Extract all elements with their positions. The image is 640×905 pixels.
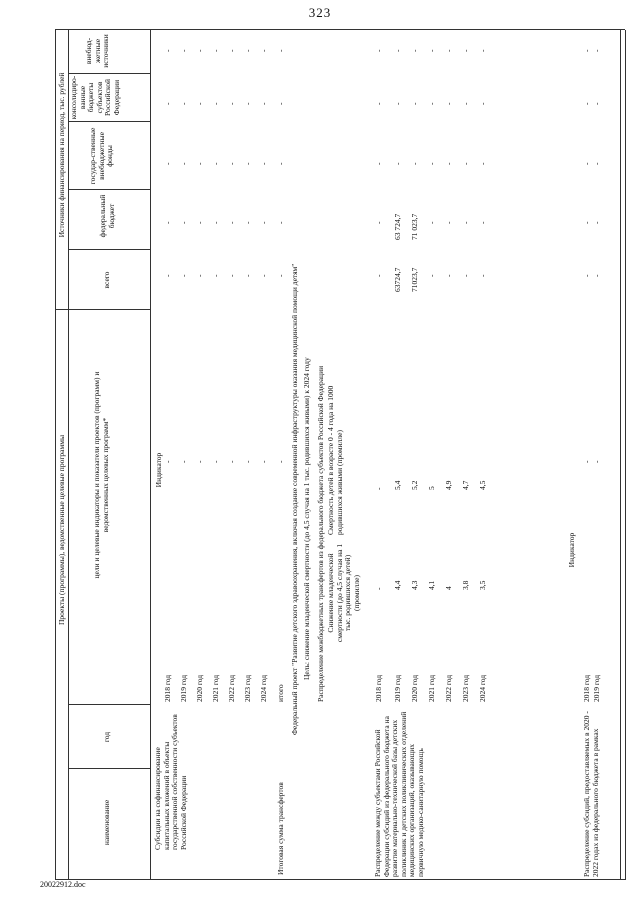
rotated-table	[55, 30, 625, 880]
federal-cell: -	[427, 221, 436, 224]
other-cell: -	[582, 49, 591, 52]
total-cell: -	[478, 274, 487, 277]
other-cell: -	[195, 49, 204, 52]
federal-cell: -	[259, 221, 268, 224]
section2-indicator-2: Смертность детей в возрасте 0 - 4 года на 1000 родившихся живыми (промилле)	[326, 385, 344, 535]
year-cell: 2023 год	[243, 674, 252, 702]
federal-cell: -	[243, 221, 252, 224]
state-funds-cell: -	[478, 162, 487, 165]
total-cell: -	[243, 274, 252, 277]
indicator-2-cell: 4,5	[478, 480, 487, 490]
footer-filename: 20022912.doc	[40, 880, 86, 889]
other-cell: -	[444, 49, 453, 52]
consolidated-cell: -	[163, 102, 172, 105]
year-cell: 2020 год	[410, 674, 419, 702]
indicator-1-cell: 4,3	[410, 580, 419, 590]
federal-cell: -	[195, 221, 204, 224]
section1-name: Субсидии на софинансирование капитальных вложений в объекты государственной собственности субъектов Российской Федерации	[153, 714, 188, 850]
state-funds-cell: -	[461, 162, 470, 165]
page-number: 323	[308, 5, 332, 20]
page-bottom-line	[620, 30, 621, 880]
year-cell: 2019 год	[393, 674, 402, 702]
state-funds-cell: -	[410, 162, 419, 165]
indicator-cell: -	[211, 460, 220, 463]
state-funds-cell: -	[427, 162, 436, 165]
consolidated-cell: -	[243, 102, 252, 105]
header-col-total: всего	[102, 271, 111, 289]
indicator-2-cell: 5,4	[393, 480, 402, 490]
year-cell: 2024 год	[259, 674, 268, 702]
year-cell: 2022 год	[227, 674, 236, 702]
federal-cell: -	[444, 221, 453, 224]
col-divider-federal	[68, 189, 150, 190]
year-cell: 2022 год	[444, 674, 453, 702]
consolidated-cell: -	[461, 102, 470, 105]
state-funds-cell: -	[374, 162, 383, 165]
indicator-cell: -	[195, 460, 204, 463]
consolidated-cell: -	[276, 102, 285, 105]
other-cell: -	[393, 49, 402, 52]
other-cell: -	[211, 49, 220, 52]
project-goal: Цель: снижение младенческой смертности (до 4,5 случая на 1 тыс. родившихся живыми) к 2024 году	[302, 357, 311, 680]
federal-cell: 71 023,7	[410, 213, 419, 240]
indicator-2-cell: 4,7	[461, 480, 470, 490]
header-col-name: наименование	[102, 799, 111, 846]
table-top-border	[55, 30, 56, 880]
state-funds-cell: -	[276, 162, 285, 165]
indicator-2-cell: 5	[427, 486, 436, 490]
other-cell: -	[259, 49, 268, 52]
indicator-1-cell: 3,5	[478, 580, 487, 590]
federal-cell: -	[179, 221, 188, 224]
indicator-1-cell: 4,1	[427, 580, 436, 590]
total-cell: -	[211, 274, 220, 277]
federal-cell: -	[461, 221, 470, 224]
indicator-cell: -	[582, 460, 591, 463]
total-cell: -	[427, 274, 436, 277]
year-cell: 2024 год	[478, 674, 487, 702]
total-cell: 71023,7	[410, 267, 419, 292]
total-cell: -	[163, 274, 172, 277]
total-cell: -	[227, 274, 236, 277]
total-cell: -	[195, 274, 204, 277]
col-divider-projects	[55, 309, 150, 310]
indicator-1-cell: 4,4	[393, 580, 402, 590]
other-cell: -	[478, 49, 487, 52]
consolidated-cell: -	[444, 102, 453, 105]
year-cell: 2019 год	[592, 674, 601, 702]
indicator-cell: -	[163, 460, 172, 463]
total-cell: -	[444, 274, 453, 277]
total-cell: -	[592, 274, 601, 277]
year-cell: 2019 год	[179, 674, 188, 702]
header-divider-top	[68, 30, 69, 880]
section2-indicator-1: Снижение младенческой смертности (до 4,5 случая на 1 тыс. родившихся детей) (промилле)	[326, 543, 361, 643]
col-divider-name	[68, 768, 150, 769]
consolidated-cell: -	[582, 102, 591, 105]
consolidated-cell: -	[427, 102, 436, 105]
year-cell: 2018 год	[374, 674, 383, 702]
consolidated-cell: -	[393, 102, 402, 105]
indicator-2-cell: 5,2	[410, 480, 419, 490]
indicator-2-cell: 4,9	[444, 480, 453, 490]
consolidated-cell: -	[592, 102, 601, 105]
section2-name: Распределение между субъектами Российской Федерации субсидий из федерального бюджета на развитие материально-технической базы детских поликлиник и детских поликлинических отделений медицинских организаций, оказывающих первичную медико-санитарную помощь	[373, 711, 425, 877]
header-col-federal: федеральный бюджет	[98, 194, 116, 238]
other-cell: -	[276, 49, 285, 52]
indicator-cell: -	[243, 460, 252, 463]
year-cell: 2023 год	[461, 674, 470, 702]
federal-cell: -	[163, 221, 172, 224]
total-name-cell: Итоговая сумма трансфертов	[276, 782, 285, 875]
federal-cell: -	[582, 221, 591, 224]
indicator-cell: -	[592, 460, 601, 463]
indicator-1-cell: 3,8	[461, 580, 470, 590]
year-cell: 2021 год	[427, 674, 436, 702]
state-funds-cell: -	[195, 162, 204, 165]
state-funds-cell: -	[592, 162, 601, 165]
state-funds-cell: -	[243, 162, 252, 165]
state-funds-cell: -	[179, 162, 188, 165]
consolidated-cell: -	[374, 102, 383, 105]
header-col-consolidated: консолидиро-ванные бюджеты субъектов Российской Федерации	[69, 75, 121, 120]
project-title: Федеральный проект "Развитие детского здравоохранения, включая создание современной инфраструктуры оказания медицинской помощи детям"	[290, 263, 299, 735]
other-cell: -	[427, 49, 436, 52]
total-cell: -	[259, 274, 268, 277]
federal-cell: -	[592, 221, 601, 224]
federal-cell: -	[276, 221, 285, 224]
indicator-cell: -	[179, 460, 188, 463]
section3-name: Распределение субсидий, предоставляемых в 2020 - 2022 годах из федерального бюджета в рамках	[582, 711, 600, 877]
project-distribution: Распределение межбюджетных трансфертов из федерального бюджета субъектов Российской Федерации	[316, 365, 325, 702]
header-col-year: год	[102, 731, 111, 743]
other-cell: -	[592, 49, 601, 52]
col-divider-year	[68, 704, 150, 705]
table-left-border	[55, 879, 625, 880]
year-cell: 2018 год	[582, 674, 591, 702]
state-funds-cell: -	[259, 162, 268, 165]
state-funds-cell: -	[163, 162, 172, 165]
section3-indicator-label: Индикатор	[567, 532, 576, 568]
year-cell: 2018 год	[163, 674, 172, 702]
table-bottom-border	[625, 30, 626, 880]
total-cell: -	[461, 274, 470, 277]
other-cell: -	[179, 49, 188, 52]
state-funds-cell: -	[444, 162, 453, 165]
header-projects-title: Проекты (программы), ведомственные целевые программы	[57, 434, 66, 626]
indicator-1-cell: -	[374, 587, 383, 590]
year-cell: 2020 год	[195, 674, 204, 702]
other-cell: -	[410, 49, 419, 52]
state-funds-cell: -	[227, 162, 236, 165]
state-funds-cell: -	[393, 162, 402, 165]
col-divider-total	[68, 249, 150, 250]
header-col-other: внебюд-жетные источники	[84, 34, 111, 68]
indicator-2-cell: -	[374, 487, 383, 490]
consolidated-cell: -	[259, 102, 268, 105]
other-cell: -	[163, 49, 172, 52]
other-cell: -	[374, 49, 383, 52]
consolidated-cell: -	[478, 102, 487, 105]
total-cell: -	[276, 274, 285, 277]
state-funds-cell: -	[582, 162, 591, 165]
federal-cell: 63 724,7	[393, 213, 402, 240]
indicator-1-cell: 4	[444, 586, 453, 590]
total-cell: -	[374, 274, 383, 277]
table-right-border	[55, 29, 625, 30]
federal-cell: -	[478, 221, 487, 224]
col-divider-consolidated	[68, 73, 150, 74]
total-cell: 63724,7	[393, 267, 402, 292]
federal-cell: -	[374, 221, 383, 224]
consolidated-cell: -	[211, 102, 220, 105]
year-cell: итого	[276, 684, 285, 702]
other-cell: -	[461, 49, 470, 52]
indicator-cell: -	[276, 460, 285, 463]
indicator-cell: -	[259, 460, 268, 463]
section1-indicator-label: Индикатор	[154, 452, 163, 488]
header-col-indicators: цели и целевые индикаторы и показатели проектов (программ) и ведомственных целевых программ*	[92, 371, 110, 579]
consolidated-cell: -	[195, 102, 204, 105]
federal-cell: -	[211, 221, 220, 224]
federal-cell: -	[227, 221, 236, 224]
state-funds-cell: -	[211, 162, 220, 165]
header-divider-bottom	[150, 30, 151, 880]
other-cell: -	[227, 49, 236, 52]
consolidated-cell: -	[179, 102, 188, 105]
total-cell: -	[179, 274, 188, 277]
indicator-cell: -	[227, 460, 236, 463]
consolidated-cell: -	[227, 102, 236, 105]
total-cell: -	[582, 274, 591, 277]
consolidated-cell: -	[410, 102, 419, 105]
col-divider-funds	[68, 121, 150, 122]
other-cell: -	[243, 49, 252, 52]
year-cell: 2021 год	[211, 674, 220, 702]
header-funding-title: Источники финансирования на период, тыс. рублей	[57, 72, 66, 238]
header-col-state-funds: государ-ственные внебюджетные фонды	[88, 127, 115, 185]
